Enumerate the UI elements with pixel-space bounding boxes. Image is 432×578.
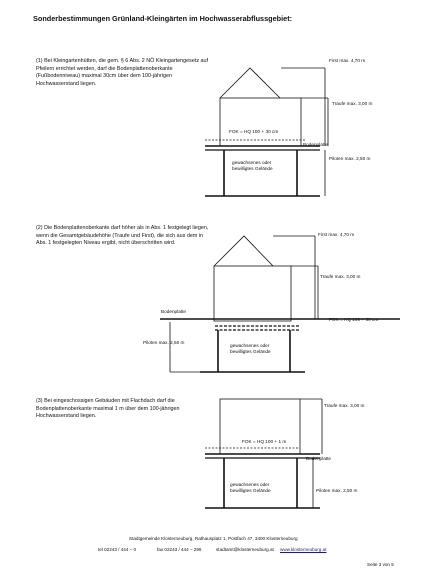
- s3-piloten-label: Piloten max. 2,50 m: [316, 488, 358, 493]
- s2-bodenplatte-label: Bodenplatte: [161, 309, 187, 314]
- footer-fax: fax 02243 / 444 – 296: [157, 547, 202, 552]
- s2-fok-label: FOK = HQ 100 + 30 cm: [329, 317, 379, 322]
- s2-gelaende-label: gewachsenes oder bewilligtes Gelände: [230, 343, 271, 355]
- section-1-text: (1) Bei Kleingartenhütten, die gem. § 6 Abs. 2 NÖ Kleingartengesetz auf Pfeilern errichtet werden, darf die Bodenplattenoberkante (Fußbodenniveau) maximal 30cm über dem 100-jährigen Hochwasserstand liegen.: [36, 58, 209, 88]
- s2-piloten-label: Piloten max. 2,50 m: [143, 340, 185, 345]
- s3-fok-label: FOK = HQ 100 + 1 m: [242, 439, 287, 444]
- s2-traufe-label: Traufe max. 3,00 m: [320, 274, 361, 279]
- s1-first-label: First max. 4,70 m: [329, 58, 366, 63]
- section-3-text: (3) Bei eingeschossigen Gebäuden mit Flachdach darf die Bodenplattenoberkante maximal 1 m über dem 100-jährigen Hochwasserstand liegen.: [36, 398, 180, 420]
- s1-roof: [220, 68, 280, 98]
- footer-web-link[interactable]: www.klosterneuburg.at: [280, 547, 327, 552]
- s1-traufe-label: Traufe max. 3,00 m: [332, 101, 373, 106]
- s1-gelaende-label: gewachsenes oder bewilligtes Gelände: [232, 160, 273, 172]
- s2-house: [214, 266, 291, 321]
- diagram-1: [205, 68, 328, 196]
- diagram-2: [160, 236, 400, 372]
- s1-fok-label: FOK = HQ 100 + 30 cm: [229, 129, 279, 134]
- s3-gelaende-label: gewachsenes oder bewilligtes Gelände: [230, 482, 271, 494]
- s1-bodenplatte-label: Bodenplatte: [303, 142, 329, 147]
- s2-first-label: First max. 4,70 m: [318, 232, 355, 237]
- s3-traufe-label: Traufe max. 3,00 m: [324, 403, 365, 408]
- s2-roof: [214, 236, 273, 266]
- s1-piloten-label: Piloten max. 2,50 m: [329, 156, 371, 161]
- s1-house: [220, 98, 301, 146]
- diagram-3: [205, 399, 322, 508]
- footer-tel: tel 02243 / 444 – 0: [98, 547, 137, 552]
- s3-bodenplatte-label: Bodenplatte: [306, 456, 332, 461]
- footer-email[interactable]: stadtamt@klosterneuburg.at: [216, 547, 274, 552]
- section-2-text: (2) Die Bodenplattenoberkante darf höher als in Abs. 1 festgelegt liegen, wenn die Gesamtgebäudehöhe (Traufe und First), die sich aus dem in Abs. 1 festgelegten Niveau ergibt, nicht überschritten wird.: [36, 225, 209, 247]
- page-title: Sonderbestimmungen Grünland-Kleingärten im Hochwasserabflussgebiet:: [33, 14, 293, 23]
- s3-house: [220, 399, 300, 454]
- page-number: Seite 3 von 5: [367, 562, 394, 567]
- footer-address: Stadtgemeinde Klosterneuburg, Rathausplatz 1, Postfach 47, 3400 Klosterneuburg: [129, 536, 298, 541]
